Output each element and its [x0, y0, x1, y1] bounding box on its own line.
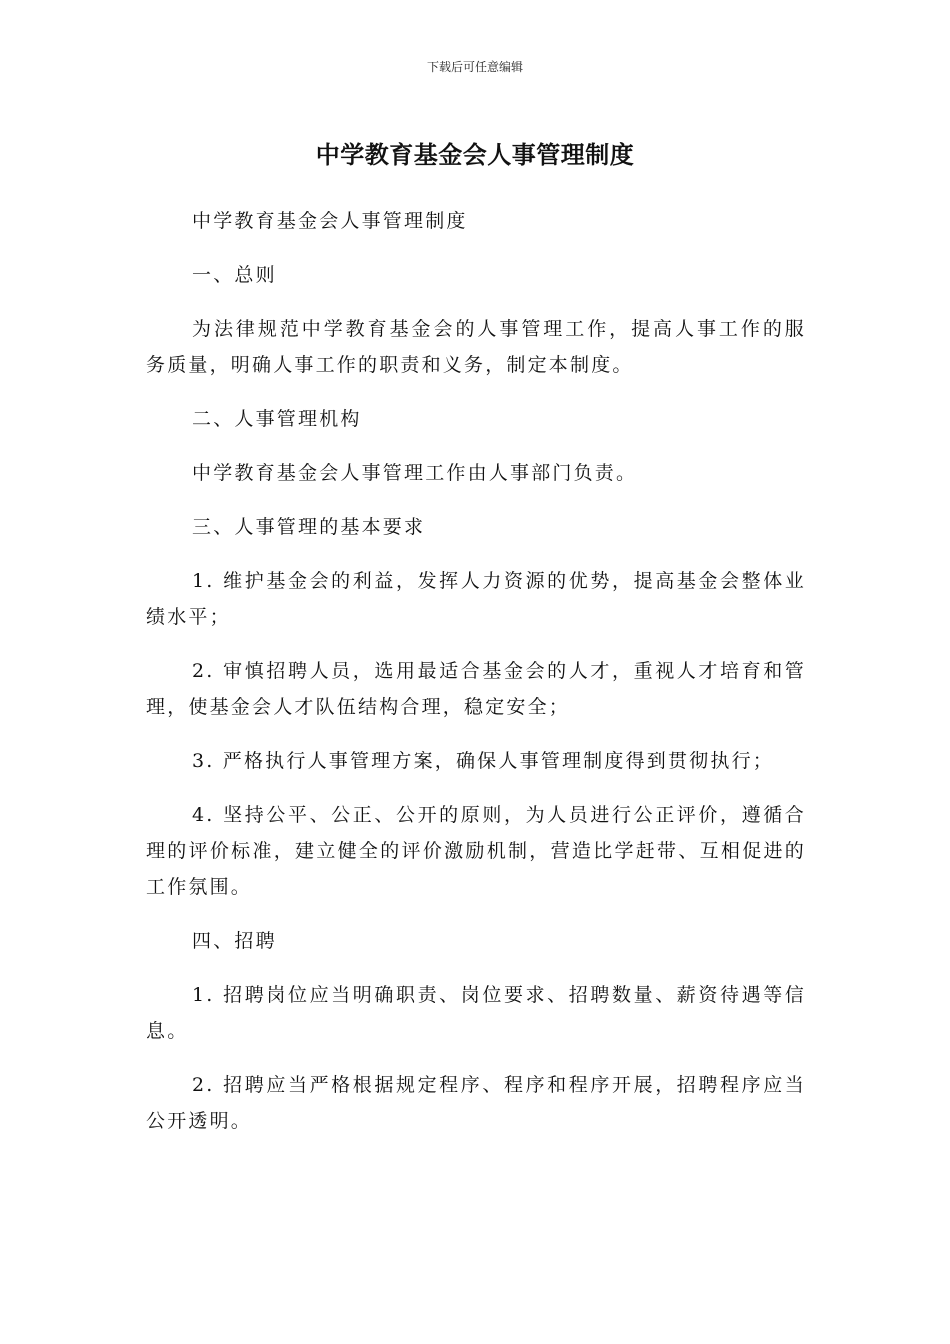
document-body	[146, 203, 806, 1157]
paragraph-subtitle: 中学教育基金会人事管理制度	[192, 210, 468, 232]
recruitment-item-2: 2. 招聘应当严格根据规定程序、程序和程序开展，招聘程序应当公开透明。	[146, 1074, 806, 1132]
paragraph-general-purpose: 为法律规范中学教育基金会的人事管理工作，提高人事工作的服务质量，明确人事工作的职责和义务，制定本制度。	[146, 318, 806, 376]
requirement-item-4: 4. 坚持公平、公正、公开的原则，为人员进行公正评价，遵循合理的评价标准，建立健全的评价激励机制，营造比学赶带、互相促进的工作氛围。	[146, 804, 806, 898]
section-heading-recruitment: 四、招聘	[192, 930, 277, 952]
requirement-item-1: 1. 维护基金会的利益，发挥人力资源的优势，提高基金会整体业绩水平；	[146, 570, 806, 628]
header-note: 下载后可任意编辑	[426, 60, 523, 74]
section-heading-general: 一、总则	[192, 264, 277, 286]
requirement-item-3: 3. 严格执行人事管理方案，确保人事管理制度得到贯彻执行；	[192, 750, 774, 772]
requirement-item-2: 2. 审慎招聘人员，选用最适合基金会的人才，重视人才培育和管理，使基金会人才队伍结构合理，稳定安全；	[146, 660, 806, 718]
recruitment-item-1: 1. 招聘岗位应当明确职责、岗位要求、招聘数量、薪资待遇等信息。	[146, 984, 806, 1042]
section-heading-requirements: 三、人事管理的基本要求	[192, 516, 426, 538]
document-title: 中学教育基金会人事管理制度	[315, 141, 635, 169]
paragraph-organization: 中学教育基金会人事管理工作由人事部门负责。	[192, 462, 638, 484]
section-heading-organization: 二、人事管理机构	[192, 408, 362, 430]
